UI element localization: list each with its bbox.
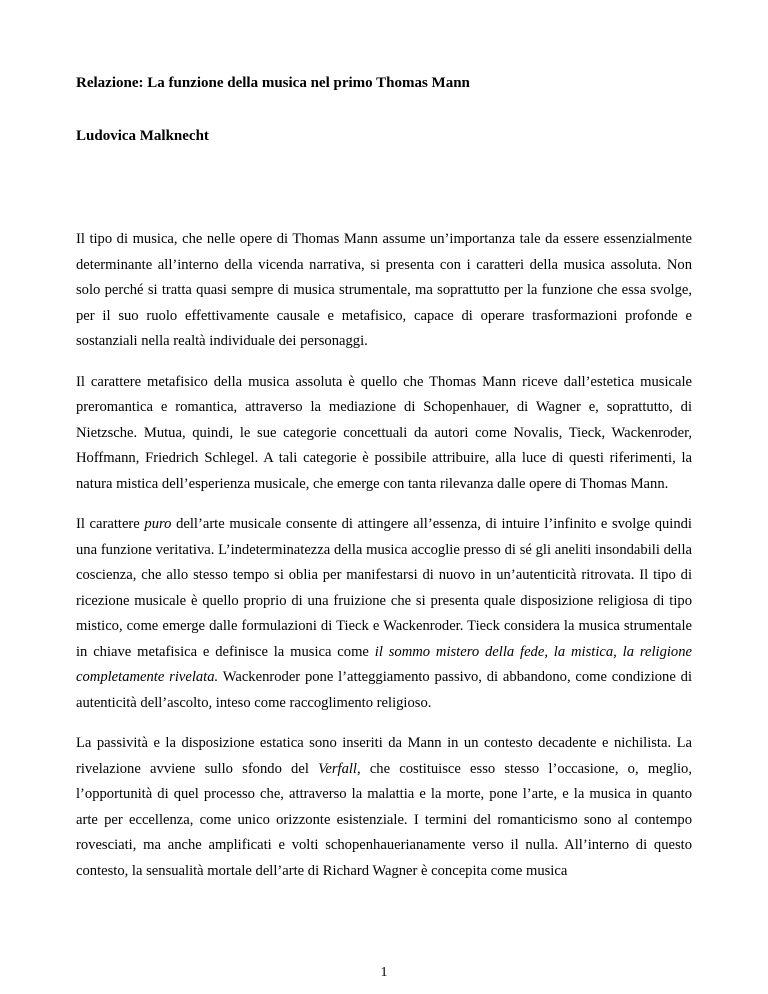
paragraph-1: Il tipo di musica, che nelle opere di Thomas Mann assume un’importanza tale da essere essenzialmente determinante all’interno della vicenda narrativa, si presenta con i caratteri della musica assoluta. Non solo perché si tratta quasi sempre di musica strumentale, ma soprattutto per la funzione che essa svolge, per il suo ruolo effettivamente causale e metafisico, capace di operare trasformazioni profonde e sostanziali nella realtà individuale dei personaggi. <box>76 231 692 349</box>
document-author: Ludovica Malknecht <box>76 128 209 144</box>
paragraph-3 <box>76 512 692 716</box>
paragraph-3-text-b: dell’arte musicale consente di attingere all’essenza, di intuire l’infinito e svolge quindi una funzione veritativa. L’indeterminatezza della musica accoglie presso di sé gli aneliti insondabili della coscienza, che allo stesso tempo si oblia per manifestarsi di nuovo in un’autenticità ritrovata. Il tipo di ricezione musicale è quello proprio di una fruizione che si presenta quale disposizione religiosa di tipo mistico, come emerge dalle formulazioni di Tieck e Wackenroder. Tieck considera la musica strumentale in chiave metafisica e definisce la musica come <box>76 516 692 660</box>
document-title: Relazione: La funzione della musica nel primo Thomas Mann <box>76 75 470 91</box>
document-body <box>76 227 692 899</box>
paragraph-4 <box>76 731 692 884</box>
paragraph-2: Il carattere metafisico della musica assoluta è quello che Thomas Mann riceve dall’estetica musicale preromantica e romantica, attraverso la mediazione di Schopenhauer, di Wagner e, soprattutto, di Nietzsche. Mutua, quindi, le sue categorie concettuali da autori come Novalis, Tieck, Wackenroder, Hoffmann, Friedrich Schlegel. A tali categorie è possibile attribuire, alla luce di questi riferimenti, la natura mistica dell’esperienza musicale, che emerge con tanta rilevanza dalle opere di Thomas Mann. <box>76 373 692 492</box>
paragraph-3-italic-puro: puro <box>144 516 172 532</box>
paragraph-4-italic-verfall: Verfall <box>318 760 357 777</box>
document-page <box>76 0 692 994</box>
paragraph-4-text-a: La passività e la disposizione estatica sono inseriti da Mann in un contesto decadente e nichilista. La rivelazione avviene sullo sfondo del <box>76 735 692 777</box>
paragraph-3-text-a: Il carattere <box>76 516 145 532</box>
paragraph-3-text-c: Wackenroder pone l’atteggiamento passivo, di abbandono, come condizione di autenticità dell’ascolto, inteso come raccoglimento religioso. <box>76 669 692 711</box>
paragraph-3-italic-quote: il sommo mistero della fede, la mistica, la religione completamente rivelata. <box>76 643 692 685</box>
paragraph-4-text-b: , che costituisce esso stesso l’occasione, o, meglio, l’opportunità di quel processo che, attraverso la malattia e la morte, pone l’arte, e la musica in quanto arte per eccellenza, come unico orizzonte esistenziale. I termini del romanticismo sono al contempo rovesciati, ma anche amplificati e volti schopenhauerianamente verso il nulla. All’interno di questo contesto, la sensualità mortale dell’arte di Richard Wagner è concepita come musica <box>76 760 692 879</box>
page-number: 1 <box>380 965 388 980</box>
